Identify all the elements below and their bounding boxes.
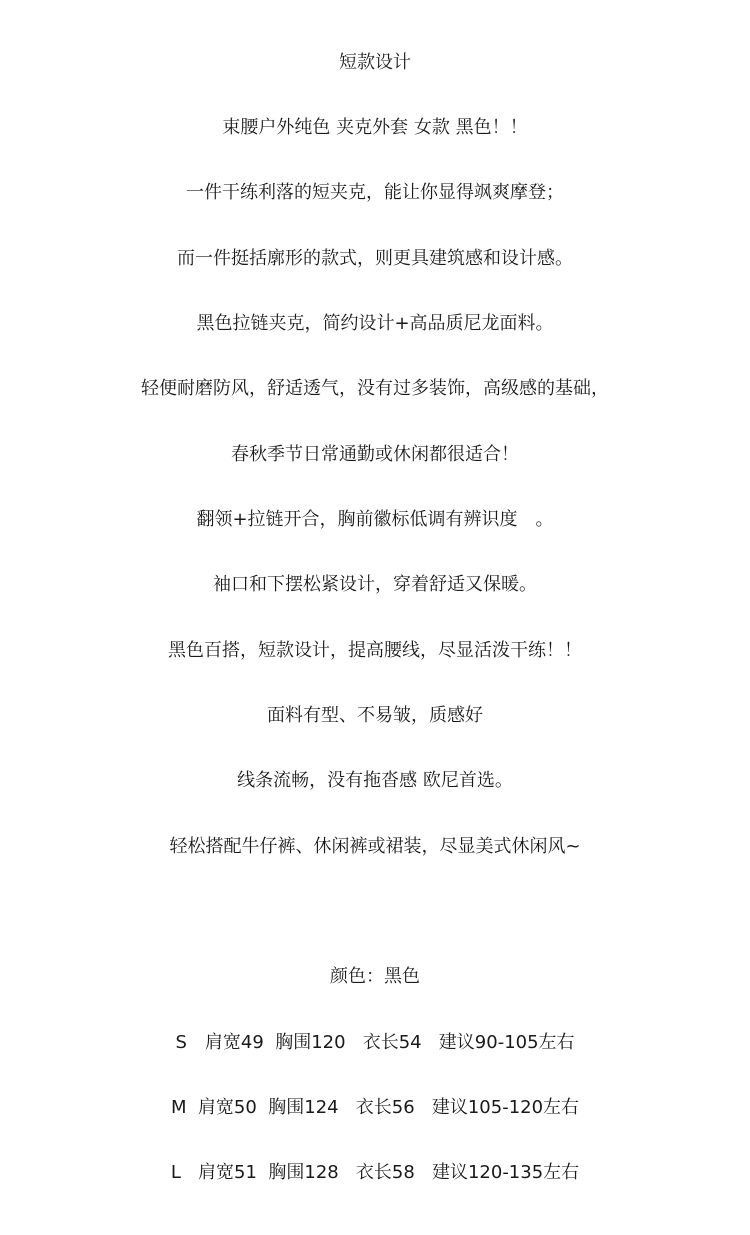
- description-line: 面料有型、不易皱，质感好: [267, 705, 483, 726]
- description-line: 黑色拉链夹克，简约设计+高品质尼龙面料。: [196, 313, 554, 334]
- description-line: 一件干练利落的短夹克，能让你显得飒爽摩登；: [186, 182, 564, 203]
- description-line: 春秋季节日常通勤或休闲都很适合！: [231, 444, 519, 465]
- size-row-m: M 肩宽50 胸围124 衣长56 建议105-120左右: [170, 1097, 580, 1118]
- description-line: 黑色百搭，短款设计，提高腰线，尽显活泼干练！！: [168, 640, 582, 661]
- description-line: 线条流畅，没有拖沓感 欧尼首选。: [237, 770, 513, 791]
- size-row-s: S 肩宽49 胸围120 衣长54 建议90-105左右: [175, 1032, 575, 1053]
- description-line: 而一件挺括廓形的款式，则更具建筑感和设计感。: [177, 248, 573, 269]
- description-line: 束腰户外纯色 夹克外套 女款 黑色！！: [222, 117, 528, 138]
- description-line: 轻便耐磨防风，舒适透气，没有过多装饰，高级感的基础，: [141, 378, 609, 399]
- size-row-l: L 肩宽51 胸围128 衣长58 建议120-135左右: [170, 1162, 580, 1183]
- description-line-title: 短款设计: [339, 52, 411, 73]
- description-line: 轻松搭配牛仔裤、休闲裤或裙装，尽显美式休闲风~: [169, 836, 581, 857]
- description-line: 翻领+拉链开合，胸前徽标低调有辨识度 。: [196, 509, 554, 530]
- color-spec: 颜色：黑色: [330, 966, 420, 987]
- description-line: 袖口和下摆松紧设计，穿着舒适又保暖。: [213, 574, 537, 595]
